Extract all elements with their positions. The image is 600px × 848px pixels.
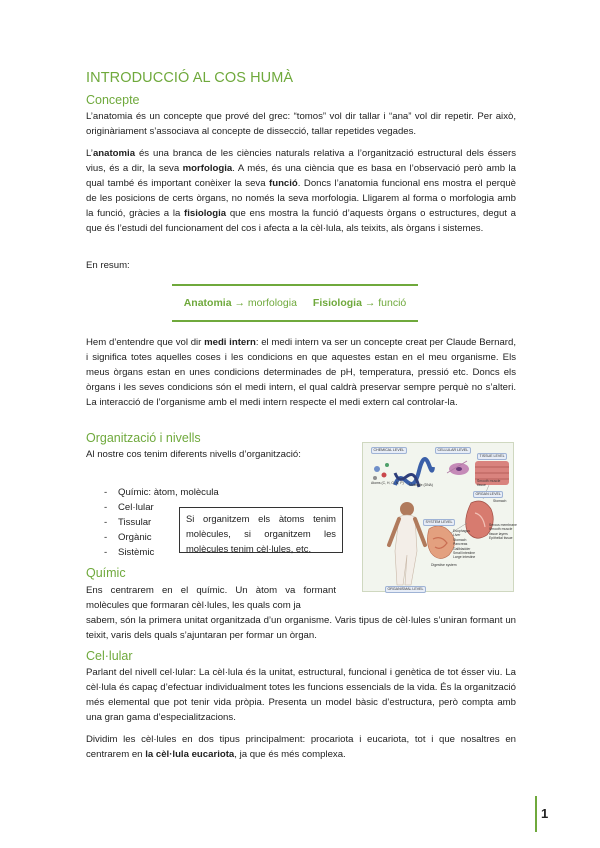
paragraph-anatomia-definition: L’anatomia és una branca de les ciències naturals relativa a l’organització estructural dels éssers vius, és a dir, la seva morfologia. A més, és una ciència que es basa en l’observació però amb la qual també és important conèixer la seva funció. Doncs l’anatomia funcional ens mostra el perquè de les posicions de certs òrgans, no només la seva morfologia. Lligarem al forma o morfologia amb la funció, gràcies a la fisiologia que ens mostra la funció d’aquests òrgans o estructures, degut a que és l’estudi del funcionament del cos i afecta a la cèl·lula, als teixits, als òrgans i sistemes. [86,148,517,234]
paragraph-anatomia-origin: L’anatomia és un concepte que prové del grec: “tomos” vol dir tallar i “ana” vol dir repetir. Per això, originàriament s’associava al concepte de dissecció, tallar repetides vegades. [86,111,516,137]
term-morfologia: morfologia [182,163,233,174]
label-atoms: Atoms (C, H, O, N, P) [371,481,404,485]
paragraph-organitzacio-intro: Al nostre cos tenim diferents nivells d’organització: [86,449,301,460]
list-item: - Químic: àtom, molècula [104,487,219,498]
figure-illustration [363,443,515,593]
page-number: 1 [541,806,549,821]
term-medi-intern: medi intern [204,337,256,348]
paragraph-quimic-2: sabem, són la primera unitat organitzada d’un organisme. Varis tipus de cèl·lules s’uniran formant un teixit, varis dels quals s’ajuntaran per formar un òrgan. [86,615,516,641]
term-anatomia: anatomia [92,148,136,159]
heading-concepte: Concepte [86,93,140,107]
label-system-level: SYSTEM LEVEL [423,519,455,526]
label-cellular-level: CELLULAR LEVEL [435,447,471,454]
list-item: - Sistèmic [104,547,155,558]
heading-cellular: Cel·lular [86,649,133,663]
heading-organitzacio: Organització i nivells [86,431,201,445]
page-title: INTRODUCCIÓ AL COS HUMÀ [86,70,294,86]
summary-anatomia: Anatomia → morfologia [183,297,297,309]
resum-label: En resum: [86,260,130,271]
heading-quimic: Químic [86,566,126,580]
paragraph-quimic-1: Ens centrarem en el químic. Un àtom va formant molècules que formaran cèl·lules, les quals com ja [86,585,336,611]
label-tissue-layers: Serous membrane Smooth muscle tissue layers Epithelial tissue [489,523,517,541]
label-organ-level: ORGAN LEVEL [473,491,503,498]
summary-box [172,284,418,322]
term-funcio: funció [269,178,298,189]
paragraph-cellular-1: Parlant del nivell cel·lular: La cèl·lula és la unitat, estructural, funcional i genètica de tot ésser viu. La cèl·lula és capaç d’efectuar individualment totes les funcions essencials de la vida. És la organització més elemental que pot tenir vida pròpia. Presenta un model bàsic d’estructura, però compta amb una gran gama d’especialitzacions. [86,667,516,723]
label-stomach: Stomach [493,499,507,503]
label-smooth-muscle: Smooth muscle tissue [477,479,501,488]
paragraph-cellular-2: Dividim les cèl·lules en dos tipus principalment: procariota i eucariota, tot i que nosaltres en centrarem en la cèl·lula eucariota, ja que és més complexa. [86,734,516,760]
label-organismal-level: ORGANISMAL LEVEL [385,586,426,593]
label-digestive-system: Digestive system [431,563,457,567]
label-chemical-level: CHEMICAL LEVEL [371,447,407,454]
term-cellula-eucariota: la cèl·lula eucariota [145,749,235,760]
summary-fisiologia: Fisiologia → funció [312,297,407,309]
levels-of-organization-figure [362,442,517,592]
list-item: - Cel·lular [104,502,154,513]
term-fisiologia: fisiologia [184,208,227,219]
list-item: - Orgànic [104,532,152,543]
label-dna: Molecule (DNA) [409,483,433,487]
list-item: - Tissular [104,517,152,528]
label-organ-list: Esophagus Liver Stomach Pancreas Gallbladder Small intestine Large intestine [453,529,476,560]
paragraph-medi-intern: Hem d’entendre que vol dir medi intern: el medi intern va ser un concepte creat per Claude Bernard, i significa totes aquelles coses i les condicions en que aquestes estan en el meu organisme. Els meus òrgans estan en unes condicions determinades de pH, temperatura, pressió etc. Doncs els òrgans i les seves condicions són el medi intern, el qual caldrà preservar sempre perquè no s’alteri. La interacció de l’organisme amb el medi intern respecte el medi extern cal controlar-la. [86,337,516,408]
callout-box: Si organitzem els àtoms tenim molècules, si organitzem les molècules tenim cèl·lules, etc. [179,507,343,553]
label-tissue-level: TISSUE LEVEL [477,453,507,460]
